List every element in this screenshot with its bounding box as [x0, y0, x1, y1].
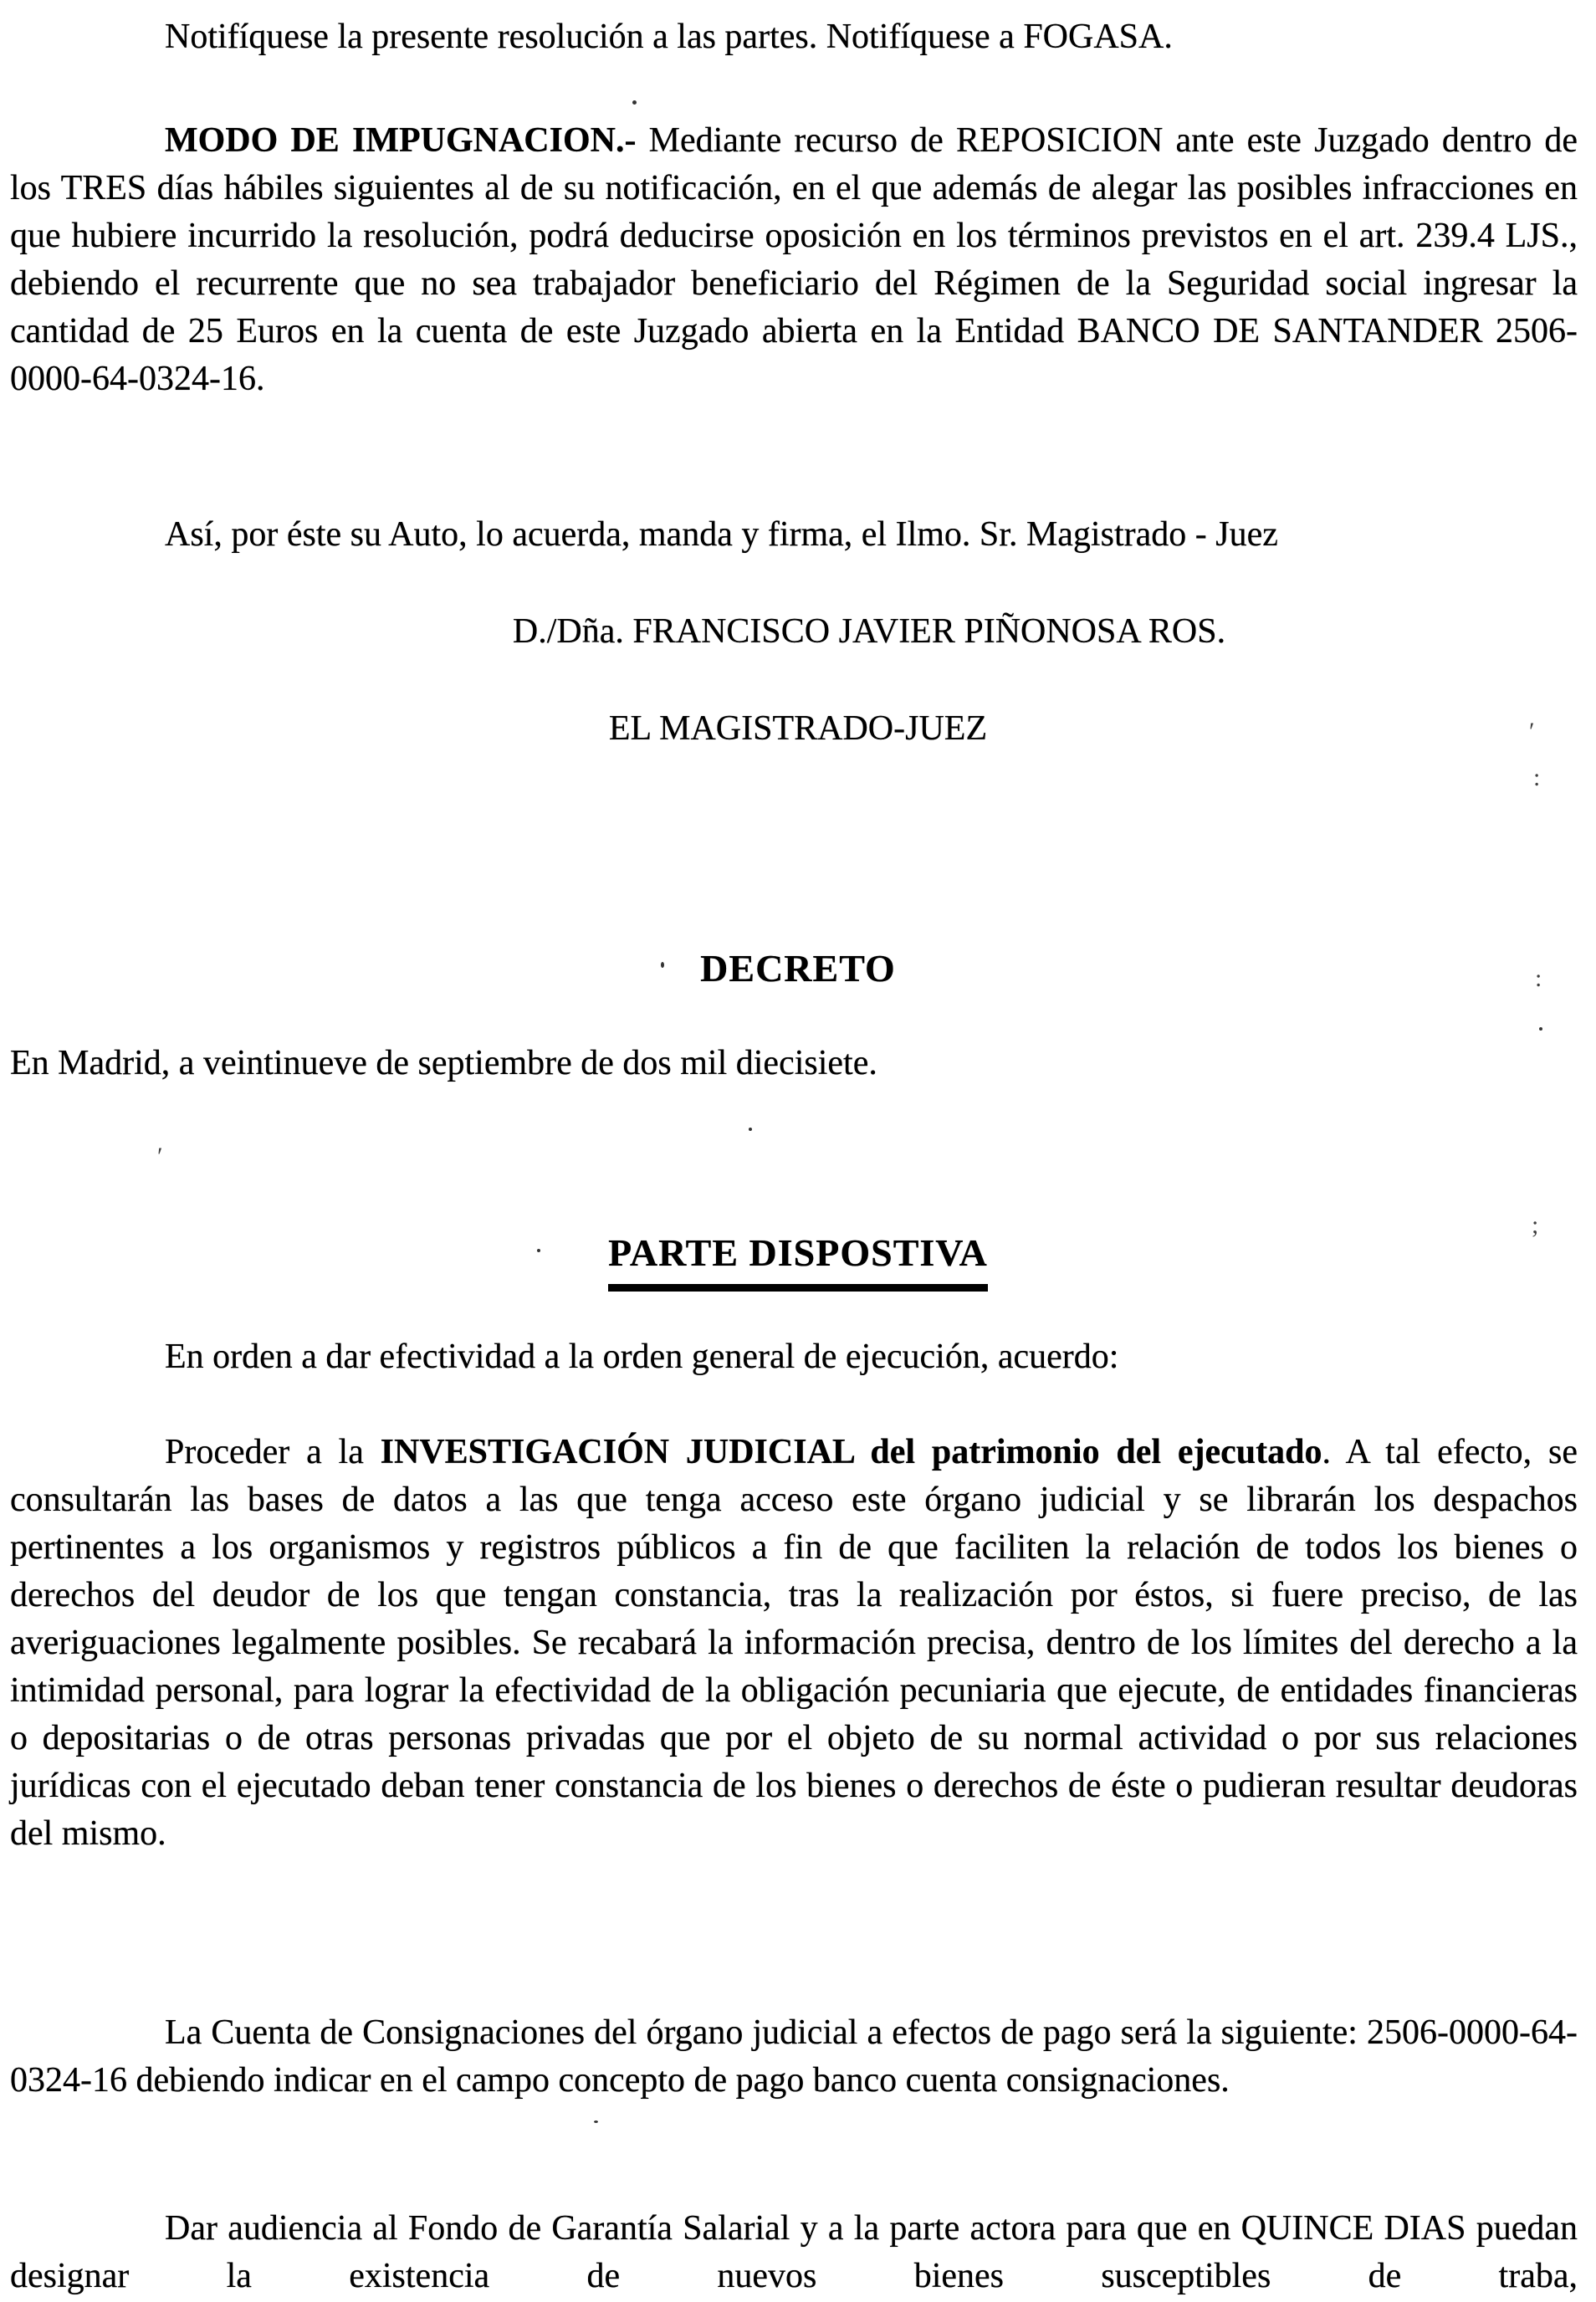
heading-decreto: DECRETO — [700, 947, 896, 990]
para-proceder-lead: Proceder a la — [165, 1433, 381, 1471]
para-proceder — [10, 1429, 1578, 1858]
scan-speck: ′ — [1529, 718, 1535, 745]
para-en-madrid: En Madrid, a veintinueve de septiembre de dos mil diecisiete. — [10, 1044, 877, 1082]
para-modo-lead: MODO DE IMPUGNACION.- — [165, 121, 637, 160]
scan-speck: : — [1533, 764, 1541, 791]
scan-speck: ′ — [157, 1143, 163, 1170]
scan-speck — [1539, 1027, 1542, 1031]
para-modo-body: Mediante recurso de REPOSICION ante este Juzgado dentro de los TRES días hábiles siguientes al de su notificación, en el que además de alegar las posibles infracciones en que hubiere incurrido la resolución, podrá deducirse oposición en los términos previstos en el art. 239.4 LJS., debiendo el recurrente que no sea trabajador beneficiario del Régimen de la Seguridad social ingresar la cantidad de 25 Euros en la cuenta de este Juzgado abierta en la Entidad BANCO DE SANTANDER 2506-0000-64-0324-16. — [10, 121, 1578, 398]
para-modo-impugnacion — [10, 117, 1578, 403]
scan-speck — [632, 100, 637, 105]
para-notifiquese: Notifíquese la presente resolución a las partes. Notifíquese a FOGASA. — [165, 18, 1173, 56]
scan-speck: : — [1535, 964, 1542, 992]
line-judge-name: D./Dña. FRANCISCO JAVIER PIÑONOSA ROS. — [512, 612, 1226, 651]
para-proceder-bold: INVESTIGACIÓN JUDICIAL del patrimonio del ejecutado — [380, 1433, 1322, 1471]
heading-parte-dispositiva-text: PARTE DISPOSTIVA — [608, 1228, 988, 1292]
scan-speck — [537, 1249, 540, 1252]
scan-speck — [749, 1128, 752, 1131]
para-en-orden: En orden a dar efectividad a la orden general de ejecución, acuerdo: — [165, 1338, 1119, 1376]
heading-parte-dispositiva — [0, 1228, 1596, 1292]
para-dar-audiencia: Dar audiencia al Fondo de Garantía Salarial y a la parte actora para que en QUINCE DIAS puedan designar la existencia de nuevos bienes susceptibles de traba, — [10, 2209, 1578, 2295]
para-proceder-body: . A tal efecto, se consultarán las bases de datos a las que tenga acceso este órgano judicial y se librarán los despachos pertinentes a los organismos y registros públicos a fin de que faciliten la relación de todos los bienes o derechos del deudor de los que tengan constancia, tras la realización por éstos, si fuere preciso, de las averiguaciones legalmente posibles. Se recabará la información precisa, dentro de los límites del derecho a la intimidad personal, para lograr la efectividad de la obligación pecuniaria que ejecute, de entidades financieras o depositarias o de otras personas privadas que por el objeto de su normal actividad o por sus relaciones jurídicas con el ejecutado deban tener constancia de los bienes o derechos de éste o pudieran resultar deudoras del mismo. — [10, 1433, 1578, 1853]
para-asi-por-este: Así, por éste su Auto, lo acuerda, manda y firma, el Ilmo. Sr. Magistrado - Juez — [165, 515, 1278, 554]
line-magistrado-juez: EL MAGISTRADO-JUEZ — [608, 709, 988, 748]
scan-speck: ; — [1532, 1211, 1539, 1239]
scan-speck — [661, 962, 664, 968]
para-cuenta-consignaciones: La Cuenta de Consignaciones del órgano judicial a efectos de pago será la siguiente: 2506-0000-64-0324-16 debiendo indicar en el campo concepto de pago banco cuenta consignaciones. — [10, 2013, 1578, 2100]
scan-speck — [594, 2120, 598, 2123]
